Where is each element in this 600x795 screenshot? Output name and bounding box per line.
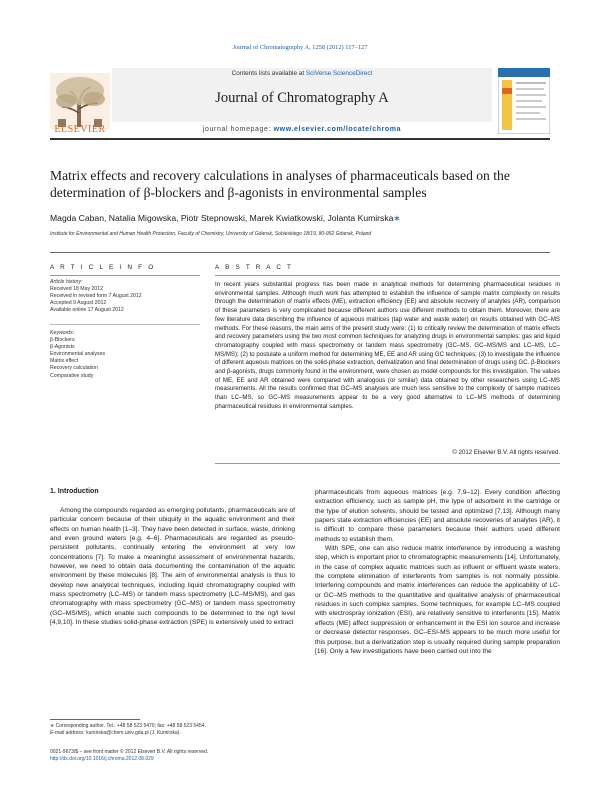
authors-text: Magda Caban, Natalia Migowska, Piotr Stepnowski, Marek Kwiatkowski, Jolanta Kumirska	[50, 213, 394, 223]
contents-line	[112, 70, 492, 77]
abstract-heading: A B S T R A C T	[215, 264, 294, 271]
homepage-url-link[interactable]: www.elsevier.com/locate/chroma	[273, 126, 402, 133]
article-info-heading: A R T I C L E I N F O	[50, 264, 156, 271]
doi-link[interactable]: http://dx.doi.org/10.1016/j.chroma.2012.08.029	[50, 756, 154, 762]
journal-cover-thumbnail-icon[interactable]	[498, 68, 550, 134]
masthead-rule	[50, 138, 550, 140]
email-label: E-mail address:	[50, 730, 85, 736]
body-paragraph: pharmaceuticals from aqueous matrices [e.g. 7,9–12]. Every condition affecting extraction efficiency, such as sample pH, the type of adsorbent in the cartridge or the type of elution solvents, should be tested and optimized [7,13]. Although many papers state extraction efficiencies (EE) and absolute recoveries of analytes (AR), it is difficult to compare these parameters because their authors used different methods to establish them.	[315, 489, 560, 543]
body-paragraph: With SPE, one can also reduce matrix interference by introducing a washing step, which is important prior to chromatographic measurements [14]. Unfortunately, in the case of complex aquatic matrices such as influent or effluent waste waters, the complete elimination of interferents from samples is not normally possible. Interfering compounds and matrix interferences can reduce the applicability of LC- or GC–MS methods to the quantitative and qualitative analysis of pharmaceutical residues in such complex samples. Some techniques, for example LC–MS coupled with electrospray ionization (ESI), are relatively sensitive to interferents [15]. Matrix effects (ME) affect suppression or enhancement in the ESI ion source and increase or decrease detector responses. GC–ESI-MS appears to be much more useful for this purpose, but a derivatization step is usually required during sample preparation [16]. Only a few investigations have been carried out into the	[315, 545, 560, 655]
homepage-line	[112, 126, 492, 133]
abstract-text: In recent years substantial progress has been made in analytical methods for determining pharmaceutical residues in environmental samples. Although much work has attempted to establish the influence of sample matrix complexity on results through the determination of matrix effects (ME), extraction efficiency (EE) and absolute recovery of analytes (AR), comparison of these parameters is very complicated because different authors use different methods to obtain them. Moreover, there are few literature data describing the influence of aqueous matrices (tap water and waste water) on results obtained with GC–MS methods. For these reasons, the main aims of the present study were: (1) to critically review the determination of matrix effects and recovery parameters using the two most common techniques for analyzing drugs in environmental samples: gas and liquid chromatography coupled with mass spectrometry or tandem mass spectrometry (GC–MS, GC–MS/MS and LC–MS, LC–MS/MS); (2) to postulate a uniform method for determining ME, EE and AR using GC techniques; (3) to investigate the influence of different aqueous matrices on the solid-phase extraction, derivatization and final determination of drugs using GC. β-Blockers and β-agonists, drugs commonly found in the environment, were chosen as model compounds for this investigation. The values of ME, EE and AR obtained were compared with analogous (or similar) data obtained by other researchers using LC–MS measurements. All the results confirmed that GC–MS analyses are much less sensitive to the complexity of sample matrices than LC–MS, so GC–MS measurements appear to be a very good alternative to LC–MS methods of determining pharmaceutical residues in environmental samples.	[215, 281, 560, 410]
keyword-item: β-Blockers	[50, 337, 75, 344]
elsevier-wordmark: ELSEVIER	[54, 124, 106, 135]
author-list	[50, 213, 550, 224]
keyword-item: Recovery calculation	[50, 365, 98, 372]
email-address-link[interactable]: kumirska@chem.univ.gda.pl (J. Kumirska).	[84, 730, 181, 736]
body-right-column	[315, 488, 560, 656]
journal-name: Journal of Chromatography A	[215, 90, 389, 106]
abstract-rule	[215, 275, 560, 276]
history-item: Received 18 May 2012	[50, 286, 104, 293]
keyword-item: Matrix effect	[50, 358, 79, 365]
history-item: Accepted 9 August 2012	[50, 300, 107, 307]
keywords-list	[50, 330, 200, 380]
copyright-notice: © 2012 Elsevier B.V. All rights reserved.	[452, 449, 560, 456]
history-heading: Article history:	[50, 279, 83, 285]
issn-block	[50, 749, 350, 763]
abstract-bottom-rule	[215, 463, 560, 464]
history-item: Available online 17 August 2012	[50, 307, 124, 314]
sciencedirect-link[interactable]: SciVerse ScienceDirect	[305, 70, 373, 77]
affiliation: Institute for Environmental and Human Health Protection, Faculty of Chemistry, University of Gdansk, Sobieskiego 18/19, 80-952 Gdansk, Poland	[50, 231, 372, 237]
history-item: Received in revised form 7 August 2012	[50, 293, 142, 300]
contents-prefix: Contents lists available at	[231, 70, 306, 77]
footnotes	[50, 723, 300, 737]
introduction-heading: 1. Introduction	[50, 488, 99, 495]
article-history	[50, 279, 200, 314]
corresponding-author-note: ∗ Corresponding author. Tel.: +48 58 523 5470; fax: +48 58 523 5454.	[50, 723, 206, 729]
footnote-rule	[50, 719, 140, 720]
title-rule	[50, 252, 550, 253]
corresponding-author-marker[interactable]: ∗	[393, 213, 401, 223]
issn-line: 0021-9673/$ – see front matter © 2012 Elsevier B.V. All rights reserved.	[50, 749, 209, 755]
homepage-prefix: journal homepage:	[202, 126, 274, 133]
keywords-heading: Keywords:	[50, 330, 75, 336]
article-info-rule	[50, 275, 200, 276]
history-rule	[50, 324, 200, 325]
body-left-column: Among the compounds regarded as emerging pollutants, pharmaceuticals are of particular concern because of their ubiquity in the aquatic environment and their effects on human health [1–3]. They have been detected in surface, waste, drinking and even ground waters [e.g. 4–6]. Pharmaceuticals are regarded as pseudo-persistent pollutants, continually entering the environment at very low concentrations [7]. To make a meaningful assessment of environmental hazards, however, we need to obtain data documenting the contamination of the aquatic environment by these molecules [8]. The aim of environmental analysis is thus to develop new analytical techniques, including liquid chromatography coupled with mass spectrometry (LC–MS) or tandem mass spectrometry (LC–MS/MS), and gas chromatography with mass spectrometry (GC–MS) or tandem mass spectrometry (GC–MS/MS), which enable such compounds to be determined to the ng/l level [4,9,10]. In these studies solid-phase extraction (SPE) is extensively used to extract	[50, 507, 295, 627]
article-title: Matrix effects and recovery calculations in analyses of pharmaceuticals based on the determination of β-blockers and β-agonists in environmental samples	[50, 168, 510, 200]
keyword-item: β-Agonists	[50, 344, 75, 351]
keyword-item: Environmental analyses	[50, 351, 106, 358]
keyword-item: Comparative study	[50, 372, 94, 379]
journal-reference-link[interactable]: Journal of Chromatography A, 1258 (2012) 117–127	[232, 44, 368, 51]
